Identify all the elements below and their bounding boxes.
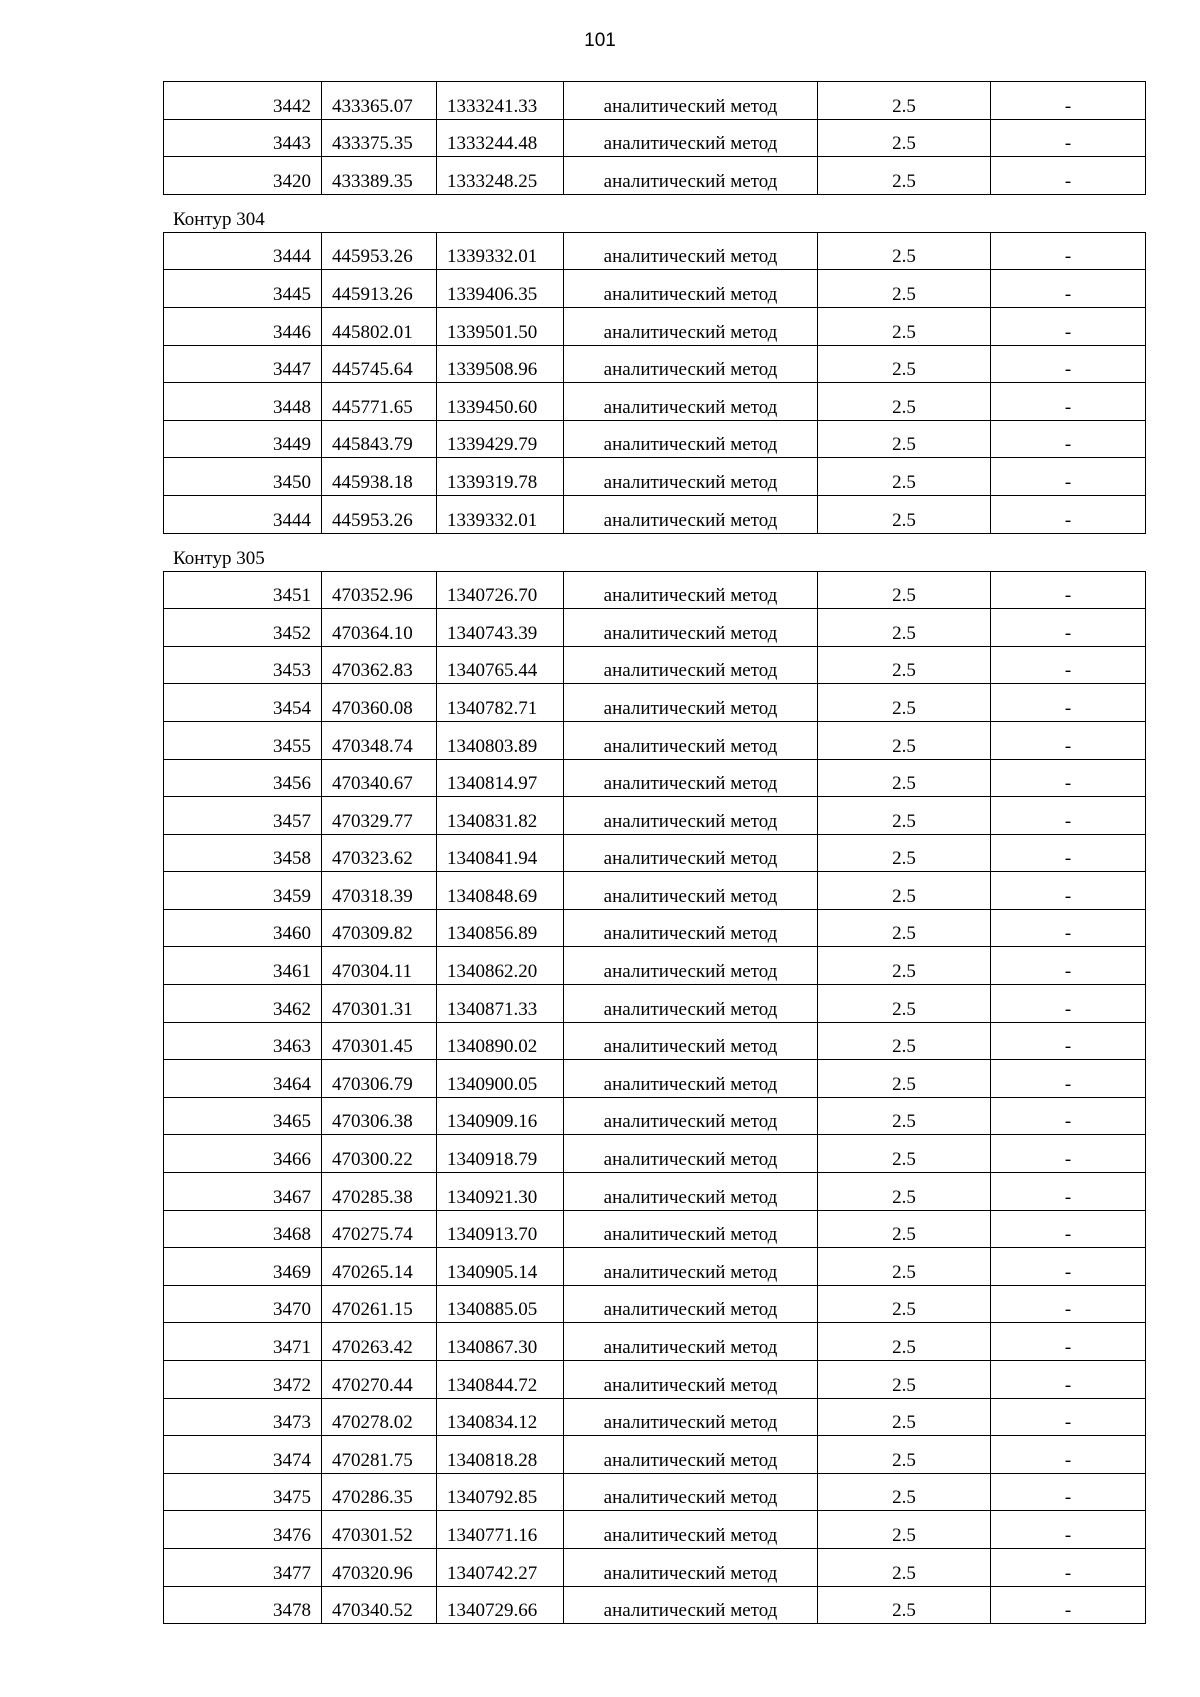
point-number-cell: 3461 [164, 947, 322, 985]
accuracy-cell: 2.5 [818, 797, 991, 835]
method-cell: аналитический метод [564, 1323, 818, 1361]
x-coordinate-cell: 470301.31 [322, 985, 437, 1023]
accuracy-cell: 2.5 [818, 1210, 991, 1248]
table-row [164, 1323, 1146, 1361]
description-cell: - [991, 495, 1146, 533]
y-coordinate-cell: 1340871.33 [437, 985, 564, 1023]
x-coordinate-cell: 445953.26 [322, 495, 437, 533]
x-coordinate-cell: 470320.96 [322, 1548, 437, 1586]
x-coordinate-cell: 470360.08 [322, 684, 437, 722]
description-cell: - [991, 684, 1146, 722]
y-coordinate-cell: 1339332.01 [437, 232, 564, 270]
y-coordinate-cell: 1339508.96 [437, 345, 564, 383]
table-row [164, 420, 1146, 458]
table-row [164, 646, 1146, 684]
accuracy-cell: 2.5 [818, 684, 991, 722]
method-cell: аналитический метод [564, 909, 818, 947]
y-coordinate-cell: 1340726.70 [437, 571, 564, 609]
accuracy-cell: 2.5 [818, 1135, 991, 1173]
method-cell: аналитический метод [564, 1548, 818, 1586]
method-cell: аналитический метод [564, 759, 818, 797]
x-coordinate-cell: 470318.39 [322, 872, 437, 910]
x-coordinate-cell: 470306.79 [322, 1060, 437, 1098]
description-cell: - [991, 383, 1146, 421]
y-coordinate-cell: 1340743.39 [437, 609, 564, 647]
y-coordinate-cell: 1333248.25 [437, 157, 564, 195]
x-coordinate-cell: 470340.67 [322, 759, 437, 797]
point-number-cell: 3457 [164, 797, 322, 835]
description-cell: - [991, 872, 1146, 910]
y-coordinate-cell: 1340729.66 [437, 1586, 564, 1624]
method-cell: аналитический метод [564, 985, 818, 1023]
table-row [164, 157, 1146, 195]
accuracy-cell: 2.5 [818, 420, 991, 458]
y-coordinate-cell: 1339332.01 [437, 495, 564, 533]
method-cell: аналитический метод [564, 82, 818, 120]
y-coordinate-cell: 1340818.28 [437, 1436, 564, 1474]
point-number-cell: 3473 [164, 1398, 322, 1436]
point-number-cell: 3450 [164, 458, 322, 496]
accuracy-cell: 2.5 [818, 1398, 991, 1436]
y-coordinate-cell: 1340921.30 [437, 1173, 564, 1211]
accuracy-cell: 2.5 [818, 1060, 991, 1098]
accuracy-cell: 2.5 [818, 1548, 991, 1586]
accuracy-cell: 2.5 [818, 1473, 991, 1511]
point-number-cell: 3467 [164, 1173, 322, 1211]
accuracy-cell: 2.5 [818, 1323, 991, 1361]
description-cell: - [991, 1248, 1146, 1286]
y-coordinate-cell: 1340856.89 [437, 909, 564, 947]
coordinates-table [163, 232, 1146, 534]
accuracy-cell: 2.5 [818, 1361, 991, 1399]
point-number-cell: 3462 [164, 985, 322, 1023]
table-row [164, 119, 1146, 157]
x-coordinate-cell: 470265.14 [322, 1248, 437, 1286]
accuracy-cell: 2.5 [818, 495, 991, 533]
point-number-cell: 3420 [164, 157, 322, 195]
accuracy-cell: 2.5 [818, 307, 991, 345]
table-row [164, 495, 1146, 533]
method-cell: аналитический метод [564, 1060, 818, 1098]
y-coordinate-cell: 1340771.16 [437, 1511, 564, 1549]
x-coordinate-cell: 470304.11 [322, 947, 437, 985]
accuracy-cell: 2.5 [818, 1097, 991, 1135]
x-coordinate-cell: 470285.38 [322, 1173, 437, 1211]
method-cell: аналитический метод [564, 1361, 818, 1399]
description-cell: - [991, 232, 1146, 270]
table-row [164, 1473, 1146, 1511]
method-cell: аналитический метод [564, 721, 818, 759]
table-row [164, 872, 1146, 910]
x-coordinate-cell: 470275.74 [322, 1210, 437, 1248]
y-coordinate-cell: 1339450.60 [437, 383, 564, 421]
x-coordinate-cell: 470348.74 [322, 721, 437, 759]
table-row [164, 1548, 1146, 1586]
y-coordinate-cell: 1340765.44 [437, 646, 564, 684]
table-row [164, 1060, 1146, 1098]
table-row [164, 232, 1146, 270]
point-number-cell: 3453 [164, 646, 322, 684]
method-cell: аналитический метод [564, 571, 818, 609]
accuracy-cell: 2.5 [818, 157, 991, 195]
accuracy-cell: 2.5 [818, 872, 991, 910]
y-coordinate-cell: 1340742.27 [437, 1548, 564, 1586]
table-row [164, 307, 1146, 345]
method-cell: аналитический метод [564, 1586, 818, 1624]
table-row [164, 1022, 1146, 1060]
method-cell: аналитический метод [564, 797, 818, 835]
x-coordinate-cell: 470364.10 [322, 609, 437, 647]
point-number-cell: 3459 [164, 872, 322, 910]
y-coordinate-cell: 1339319.78 [437, 458, 564, 496]
x-coordinate-cell: 445953.26 [322, 232, 437, 270]
point-number-cell: 3478 [164, 1586, 322, 1624]
description-cell: - [991, 797, 1146, 835]
x-coordinate-cell: 470300.22 [322, 1135, 437, 1173]
accuracy-cell: 2.5 [818, 609, 991, 647]
table-row [164, 947, 1146, 985]
point-number-cell: 3458 [164, 834, 322, 872]
table-row [164, 571, 1146, 609]
method-cell: аналитический метод [564, 458, 818, 496]
description-cell: - [991, 609, 1146, 647]
table-row [164, 985, 1146, 1023]
method-cell: аналитический метод [564, 609, 818, 647]
point-number-cell: 3475 [164, 1473, 322, 1511]
accuracy-cell: 2.5 [818, 721, 991, 759]
description-cell: - [991, 985, 1146, 1023]
method-cell: аналитический метод [564, 1248, 818, 1286]
table-row [164, 1248, 1146, 1286]
table-row [164, 684, 1146, 722]
point-number-cell: 3448 [164, 383, 322, 421]
y-coordinate-cell: 1340909.16 [437, 1097, 564, 1135]
table-row [164, 1097, 1146, 1135]
accuracy-cell: 2.5 [818, 571, 991, 609]
accuracy-cell: 2.5 [818, 646, 991, 684]
x-coordinate-cell: 470329.77 [322, 797, 437, 835]
x-coordinate-cell: 470281.75 [322, 1436, 437, 1474]
point-number-cell: 3442 [164, 82, 322, 120]
description-cell: - [991, 721, 1146, 759]
point-number-cell: 3447 [164, 345, 322, 383]
method-cell: аналитический метод [564, 947, 818, 985]
point-number-cell: 3444 [164, 495, 322, 533]
method-cell: аналитический метод [564, 119, 818, 157]
table-row [164, 1361, 1146, 1399]
method-cell: аналитический метод [564, 1210, 818, 1248]
method-cell: аналитический метод [564, 420, 818, 458]
y-coordinate-cell: 1340831.82 [437, 797, 564, 835]
point-number-cell: 3472 [164, 1361, 322, 1399]
point-number-cell: 3443 [164, 119, 322, 157]
y-coordinate-cell: 1340890.02 [437, 1022, 564, 1060]
method-cell: аналитический метод [564, 1097, 818, 1135]
point-number-cell: 3474 [164, 1436, 322, 1474]
accuracy-cell: 2.5 [818, 759, 991, 797]
point-number-cell: 3477 [164, 1548, 322, 1586]
y-coordinate-cell: 1340885.05 [437, 1285, 564, 1323]
point-number-cell: 3454 [164, 684, 322, 722]
method-cell: аналитический метод [564, 232, 818, 270]
coordinates-table [163, 571, 1146, 1625]
description-cell: - [991, 1323, 1146, 1361]
y-coordinate-cell: 1340867.30 [437, 1323, 564, 1361]
accuracy-cell: 2.5 [818, 834, 991, 872]
accuracy-cell: 2.5 [818, 1022, 991, 1060]
description-cell: - [991, 458, 1146, 496]
x-coordinate-cell: 445843.79 [322, 420, 437, 458]
method-cell: аналитический метод [564, 646, 818, 684]
accuracy-cell: 2.5 [818, 1436, 991, 1474]
contour-label: Контур 304 [173, 208, 265, 230]
document-body [163, 81, 1085, 1624]
x-coordinate-cell: 470261.15 [322, 1285, 437, 1323]
method-cell: аналитический метод [564, 1436, 818, 1474]
x-coordinate-cell: 470301.52 [322, 1511, 437, 1549]
table-row [164, 721, 1146, 759]
point-number-cell: 3445 [164, 270, 322, 308]
accuracy-cell: 2.5 [818, 1511, 991, 1549]
description-cell: - [991, 1586, 1146, 1624]
y-coordinate-cell: 1340913.70 [437, 1210, 564, 1248]
description-cell: - [991, 420, 1146, 458]
point-number-cell: 3444 [164, 232, 322, 270]
x-coordinate-cell: 445938.18 [322, 458, 437, 496]
x-coordinate-cell: 470306.38 [322, 1097, 437, 1135]
method-cell: аналитический метод [564, 1135, 818, 1173]
y-coordinate-cell: 1340900.05 [437, 1060, 564, 1098]
description-cell: - [991, 345, 1146, 383]
table-row [164, 909, 1146, 947]
y-coordinate-cell: 1340862.20 [437, 947, 564, 985]
point-number-cell: 3476 [164, 1511, 322, 1549]
description-cell: - [991, 1173, 1146, 1211]
y-coordinate-cell: 1340792.85 [437, 1473, 564, 1511]
y-coordinate-cell: 1339406.35 [437, 270, 564, 308]
accuracy-cell: 2.5 [818, 909, 991, 947]
x-coordinate-cell: 470278.02 [322, 1398, 437, 1436]
x-coordinate-cell: 470263.42 [322, 1323, 437, 1361]
point-number-cell: 3470 [164, 1285, 322, 1323]
accuracy-cell: 2.5 [818, 232, 991, 270]
description-cell: - [991, 1436, 1146, 1474]
table-row [164, 82, 1146, 120]
description-cell: - [991, 1135, 1146, 1173]
accuracy-cell: 2.5 [818, 119, 991, 157]
y-coordinate-cell: 1340918.79 [437, 1135, 564, 1173]
y-coordinate-cell: 1340905.14 [437, 1248, 564, 1286]
x-coordinate-cell: 470362.83 [322, 646, 437, 684]
accuracy-cell: 2.5 [818, 82, 991, 120]
description-cell: - [991, 759, 1146, 797]
method-cell: аналитический метод [564, 1173, 818, 1211]
method-cell: аналитический метод [564, 270, 818, 308]
method-cell: аналитический метод [564, 495, 818, 533]
point-number-cell: 3466 [164, 1135, 322, 1173]
accuracy-cell: 2.5 [818, 947, 991, 985]
method-cell: аналитический метод [564, 307, 818, 345]
y-coordinate-cell: 1340848.69 [437, 872, 564, 910]
table-row [164, 1436, 1146, 1474]
x-coordinate-cell: 445745.64 [322, 345, 437, 383]
description-cell: - [991, 1097, 1146, 1135]
point-number-cell: 3463 [164, 1022, 322, 1060]
table-row [164, 834, 1146, 872]
table-row [164, 270, 1146, 308]
x-coordinate-cell: 470352.96 [322, 571, 437, 609]
description-cell: - [991, 1398, 1146, 1436]
description-cell: - [991, 1511, 1146, 1549]
description-cell: - [991, 1060, 1146, 1098]
description-cell: - [991, 1210, 1146, 1248]
method-cell: аналитический метод [564, 684, 818, 722]
page-number: 101 [584, 30, 616, 51]
method-cell: аналитический метод [564, 1398, 818, 1436]
point-number-cell: 3449 [164, 420, 322, 458]
x-coordinate-cell: 470309.82 [322, 909, 437, 947]
accuracy-cell: 2.5 [818, 1173, 991, 1211]
accuracy-cell: 2.5 [818, 985, 991, 1023]
table-row [164, 1586, 1146, 1624]
point-number-cell: 3455 [164, 721, 322, 759]
x-coordinate-cell: 445771.65 [322, 383, 437, 421]
description-cell: - [991, 1548, 1146, 1586]
point-number-cell: 3456 [164, 759, 322, 797]
description-cell: - [991, 909, 1146, 947]
y-coordinate-cell: 1340834.12 [437, 1398, 564, 1436]
table-row [164, 1511, 1146, 1549]
x-coordinate-cell: 470323.62 [322, 834, 437, 872]
table-row [164, 1135, 1146, 1173]
accuracy-cell: 2.5 [818, 345, 991, 383]
point-number-cell: 3464 [164, 1060, 322, 1098]
contour-label: Контур 305 [173, 547, 265, 569]
description-cell: - [991, 1473, 1146, 1511]
table-row [164, 1173, 1146, 1211]
x-coordinate-cell: 445913.26 [322, 270, 437, 308]
description-cell: - [991, 157, 1146, 195]
point-number-cell: 3460 [164, 909, 322, 947]
method-cell: аналитический метод [564, 1473, 818, 1511]
point-number-cell: 3451 [164, 571, 322, 609]
description-cell: - [991, 307, 1146, 345]
accuracy-cell: 2.5 [818, 1285, 991, 1323]
y-coordinate-cell: 1340782.71 [437, 684, 564, 722]
description-cell: - [991, 834, 1146, 872]
y-coordinate-cell: 1339501.50 [437, 307, 564, 345]
description-cell: - [991, 571, 1146, 609]
description-cell: - [991, 119, 1146, 157]
table-row [164, 1210, 1146, 1248]
description-cell: - [991, 947, 1146, 985]
accuracy-cell: 2.5 [818, 1586, 991, 1624]
description-cell: - [991, 270, 1146, 308]
table-row [164, 759, 1146, 797]
method-cell: аналитический метод [564, 834, 818, 872]
accuracy-cell: 2.5 [818, 458, 991, 496]
x-coordinate-cell: 470301.45 [322, 1022, 437, 1060]
x-coordinate-cell: 470270.44 [322, 1361, 437, 1399]
accuracy-cell: 2.5 [818, 1248, 991, 1286]
method-cell: аналитический метод [564, 1511, 818, 1549]
method-cell: аналитический метод [564, 383, 818, 421]
method-cell: аналитический метод [564, 157, 818, 195]
y-coordinate-cell: 1340841.94 [437, 834, 564, 872]
x-coordinate-cell: 470340.52 [322, 1586, 437, 1624]
coordinates-table [163, 81, 1146, 195]
description-cell: - [991, 1361, 1146, 1399]
y-coordinate-cell: 1339429.79 [437, 420, 564, 458]
point-number-cell: 3446 [164, 307, 322, 345]
table-row [164, 609, 1146, 647]
x-coordinate-cell: 470286.35 [322, 1473, 437, 1511]
accuracy-cell: 2.5 [818, 383, 991, 421]
y-coordinate-cell: 1340844.72 [437, 1361, 564, 1399]
table-row [164, 1285, 1146, 1323]
x-coordinate-cell: 433389.35 [322, 157, 437, 195]
table-row [164, 345, 1146, 383]
table-row [164, 1398, 1146, 1436]
table-row [164, 383, 1146, 421]
x-coordinate-cell: 433365.07 [322, 82, 437, 120]
y-coordinate-cell: 1333241.33 [437, 82, 564, 120]
y-coordinate-cell: 1333244.48 [437, 119, 564, 157]
table-row [164, 458, 1146, 496]
point-number-cell: 3452 [164, 609, 322, 647]
description-cell: - [991, 1285, 1146, 1323]
y-coordinate-cell: 1340803.89 [437, 721, 564, 759]
method-cell: аналитический метод [564, 1022, 818, 1060]
method-cell: аналитический метод [564, 345, 818, 383]
x-coordinate-cell: 445802.01 [322, 307, 437, 345]
point-number-cell: 3469 [164, 1248, 322, 1286]
description-cell: - [991, 1022, 1146, 1060]
method-cell: аналитический метод [564, 872, 818, 910]
accuracy-cell: 2.5 [818, 270, 991, 308]
point-number-cell: 3465 [164, 1097, 322, 1135]
y-coordinate-cell: 1340814.97 [437, 759, 564, 797]
point-number-cell: 3468 [164, 1210, 322, 1248]
description-cell: - [991, 82, 1146, 120]
method-cell: аналитический метод [564, 1285, 818, 1323]
table-row [164, 797, 1146, 835]
description-cell: - [991, 646, 1146, 684]
point-number-cell: 3471 [164, 1323, 322, 1361]
x-coordinate-cell: 433375.35 [322, 119, 437, 157]
